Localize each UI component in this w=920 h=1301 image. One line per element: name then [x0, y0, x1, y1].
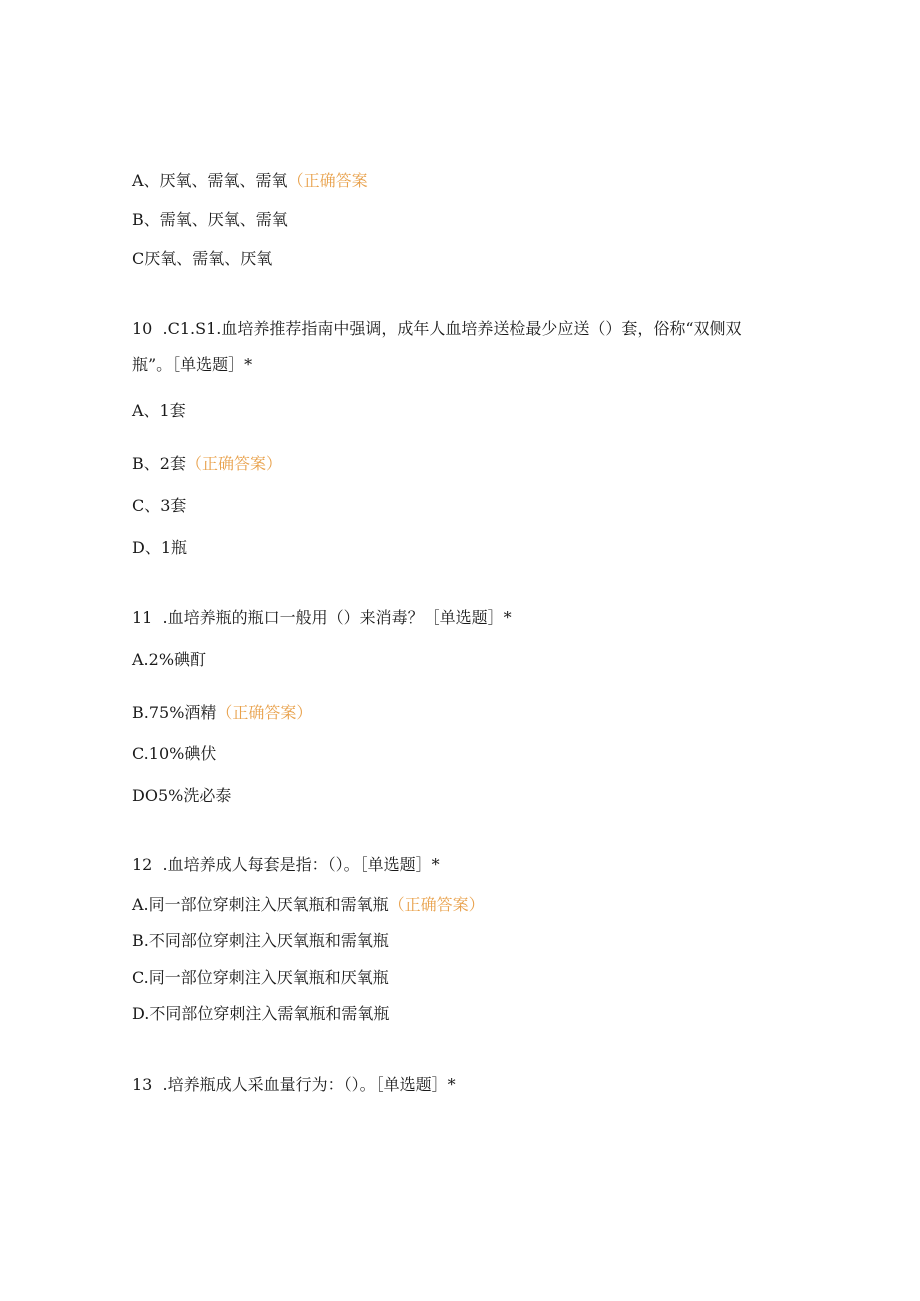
q12-option-b[interactable]: [132, 930, 389, 952]
q9-option-a[interactable]: [132, 170, 368, 192]
option-text: B、2套: [132, 454, 186, 473]
q11-option-a[interactable]: [132, 649, 206, 671]
correct-answer-marker: （正确答案: [287, 171, 368, 190]
q11-stem: 11 .血培养瓶的瓶口一般用（）来消毒？［单选题］*: [132, 608, 512, 627]
option-text: C.同一部位穿刺注入厌氧瓶和厌氧瓶: [132, 968, 389, 987]
q10-stem-line2: 瓶”。［单选题］*: [132, 355, 253, 374]
q11-option-d[interactable]: [132, 785, 231, 807]
option-text: B、需氧、厌氧、需氧: [132, 210, 288, 229]
option-text: B.不同部位穿刺注入厌氧瓶和需氧瓶: [132, 931, 389, 950]
option-text: C厌氧、需氧、厌氧: [132, 249, 273, 268]
q10-option-a[interactable]: [132, 400, 186, 422]
q13-stem: 13 .培养瓶成人采血量行为：（）。［单选题］*: [132, 1075, 456, 1094]
q9-option-c[interactable]: [132, 248, 272, 270]
q10-option-b[interactable]: [132, 453, 282, 475]
q12-stem: 12 .血培养成人每套是指：（）。［单选题］*: [132, 855, 440, 874]
q10-stem-line1: 10 .C1.S1.血培养推荐指南中强调，成年人血培养送检最少应送（）套，俗称“双侧双: [132, 319, 742, 338]
option-text: C.10%碘伏: [132, 744, 217, 763]
q12-option-c[interactable]: [132, 967, 389, 989]
option-text: DO5%洗必泰: [132, 786, 232, 805]
option-text: C、3套: [132, 496, 187, 515]
correct-answer-marker: （正确答案）: [185, 454, 282, 473]
q12-option-a[interactable]: [132, 894, 485, 916]
option-text: A、厌氧、需氧、需氧: [132, 171, 288, 190]
option-text: A.2%碘酊: [132, 650, 207, 669]
option-text: D、1瓶: [132, 538, 188, 557]
q11-option-c[interactable]: [132, 743, 216, 765]
q11-option-b[interactable]: [132, 702, 312, 724]
correct-answer-marker: （正确答案）: [216, 703, 313, 722]
option-text: D.不同部位穿刺注入需氧瓶和需氧瓶: [132, 1004, 390, 1023]
q9-option-b[interactable]: [132, 209, 288, 231]
q10-option-d[interactable]: [132, 537, 187, 559]
correct-answer-marker: （正确答案）: [388, 895, 485, 914]
option-text: A.同一部位穿刺注入厌氧瓶和需氧瓶: [132, 895, 389, 914]
option-text: A、1套: [132, 401, 186, 420]
q12-option-d[interactable]: [132, 1003, 389, 1025]
option-text: B.75%酒精: [132, 703, 217, 722]
q10-option-c[interactable]: [132, 495, 186, 517]
